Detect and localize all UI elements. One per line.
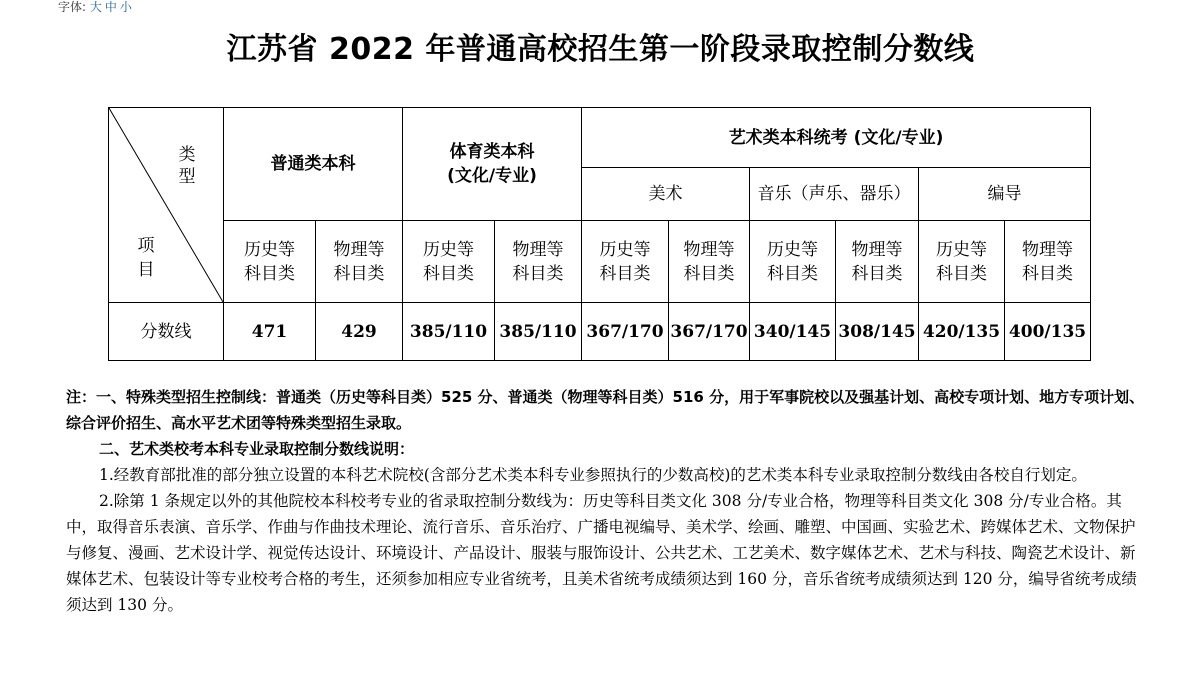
note-art-item-2: 2.除第 1 条规定以外的其他院校本科校考专业的省录取控制分数线为：历史等科目类文化 308 分/专业合格，物理等科目类文化 308 分/专业合格。其中，取得音乐表演、音乐学、作曲与作曲技术理论、流行音乐、音乐治疗、广播电视编导、美术学、绘画、雕塑、中国画、实验艺术、跨媒体艺术、文物保护与修复、漫画、艺术设计学、视觉传达设计、环境设计、产品设计、服装与服饰设计、公共艺术、工艺美术、数字媒体艺术、艺术与科技、陶瓷艺术设计、新媒体艺术、包装设计等专业校考合格的考生，还须参加相应专业省统考，且美术省统考成绩须达到 160 分，音乐省统考成绩须达到 120 分，编导省统考成绩须达到 130 分。 (66, 492, 1137, 614)
score-cell: 308/145 (836, 303, 919, 361)
col-meishu-history: 历史等科目类 (582, 221, 669, 303)
sub-yinyue: 音乐（声乐、器乐） (750, 168, 919, 221)
font-size-bar (58, 0, 135, 14)
col-yinyue-physics: 物理等科目类 (836, 221, 919, 303)
col-putong-physics: 物理等科目类 (316, 221, 403, 303)
col-putong-history: 历史等科目类 (224, 221, 316, 303)
score-cell: 367/170 (582, 303, 669, 361)
font-size-label: 字体: (58, 0, 87, 14)
score-table (108, 107, 1091, 361)
table-corner-cell (109, 108, 224, 303)
score-cell: 471 (224, 303, 316, 361)
score-cell: 385/110 (495, 303, 582, 361)
col-biandao-physics: 物理等科目类 (1005, 221, 1091, 303)
score-cell: 429 (316, 303, 403, 361)
corner-item-label: 项目 (137, 236, 155, 280)
notes-section (66, 384, 1146, 618)
row-label-score: 分数线 (109, 303, 224, 361)
score-cell: 367/170 (669, 303, 750, 361)
col-tiyu-history: 历史等科目类 (403, 221, 495, 303)
page-title: 江苏省 2022 年普通高校招生第一阶段录取控制分数线 (226, 32, 975, 67)
corner-diagonal (109, 108, 223, 302)
col-biandao-history: 历史等科目类 (919, 221, 1005, 303)
score-cell: 420/135 (919, 303, 1005, 361)
score-cell: 400/135 (1005, 303, 1091, 361)
group-putong: 普通类本科 (224, 108, 403, 221)
group-tiyu (403, 108, 582, 221)
group-yishu: 艺术类本科统考 (文化/专业) (582, 108, 1091, 168)
note-art-heading: 二、艺术类校考本科专业录取控制分数线说明： (99, 440, 415, 458)
note-art-item-1: 1.经教育部批准的部分独立设置的本科艺术院校(含部分艺术类本科专业参照执行的少数高校)的艺术类本科专业录取控制分数线由各校自行划定。 (99, 466, 1087, 484)
sub-meishu: 美术 (582, 168, 750, 221)
group-tiyu-line2: (文化/专业) (447, 166, 537, 186)
note-special-lines: 注：一、特殊类型招生控制线：普通类（历史等科目类）525 分、普通类（物理等科目类）516 分，用于军事院校以及强基计划、高校专项计划、地方专项计划、综合评价招生、高水平艺术团等特殊类型招生录取。 (66, 388, 1145, 432)
font-small-link[interactable]: 小 (119, 0, 132, 14)
group-tiyu-line1: 体育类本科 (449, 142, 535, 162)
font-medium-link[interactable]: 中 (104, 0, 117, 14)
col-meishu-physics: 物理等科目类 (669, 221, 750, 303)
col-yinyue-history: 历史等科目类 (750, 221, 836, 303)
score-cell: 340/145 (750, 303, 836, 361)
corner-type-label: 类型 (178, 145, 196, 187)
score-cell: 385/110 (403, 303, 495, 361)
font-large-link[interactable]: 大 (89, 0, 102, 14)
sub-biandao: 编导 (919, 168, 1091, 221)
col-tiyu-physics: 物理等科目类 (495, 221, 582, 303)
